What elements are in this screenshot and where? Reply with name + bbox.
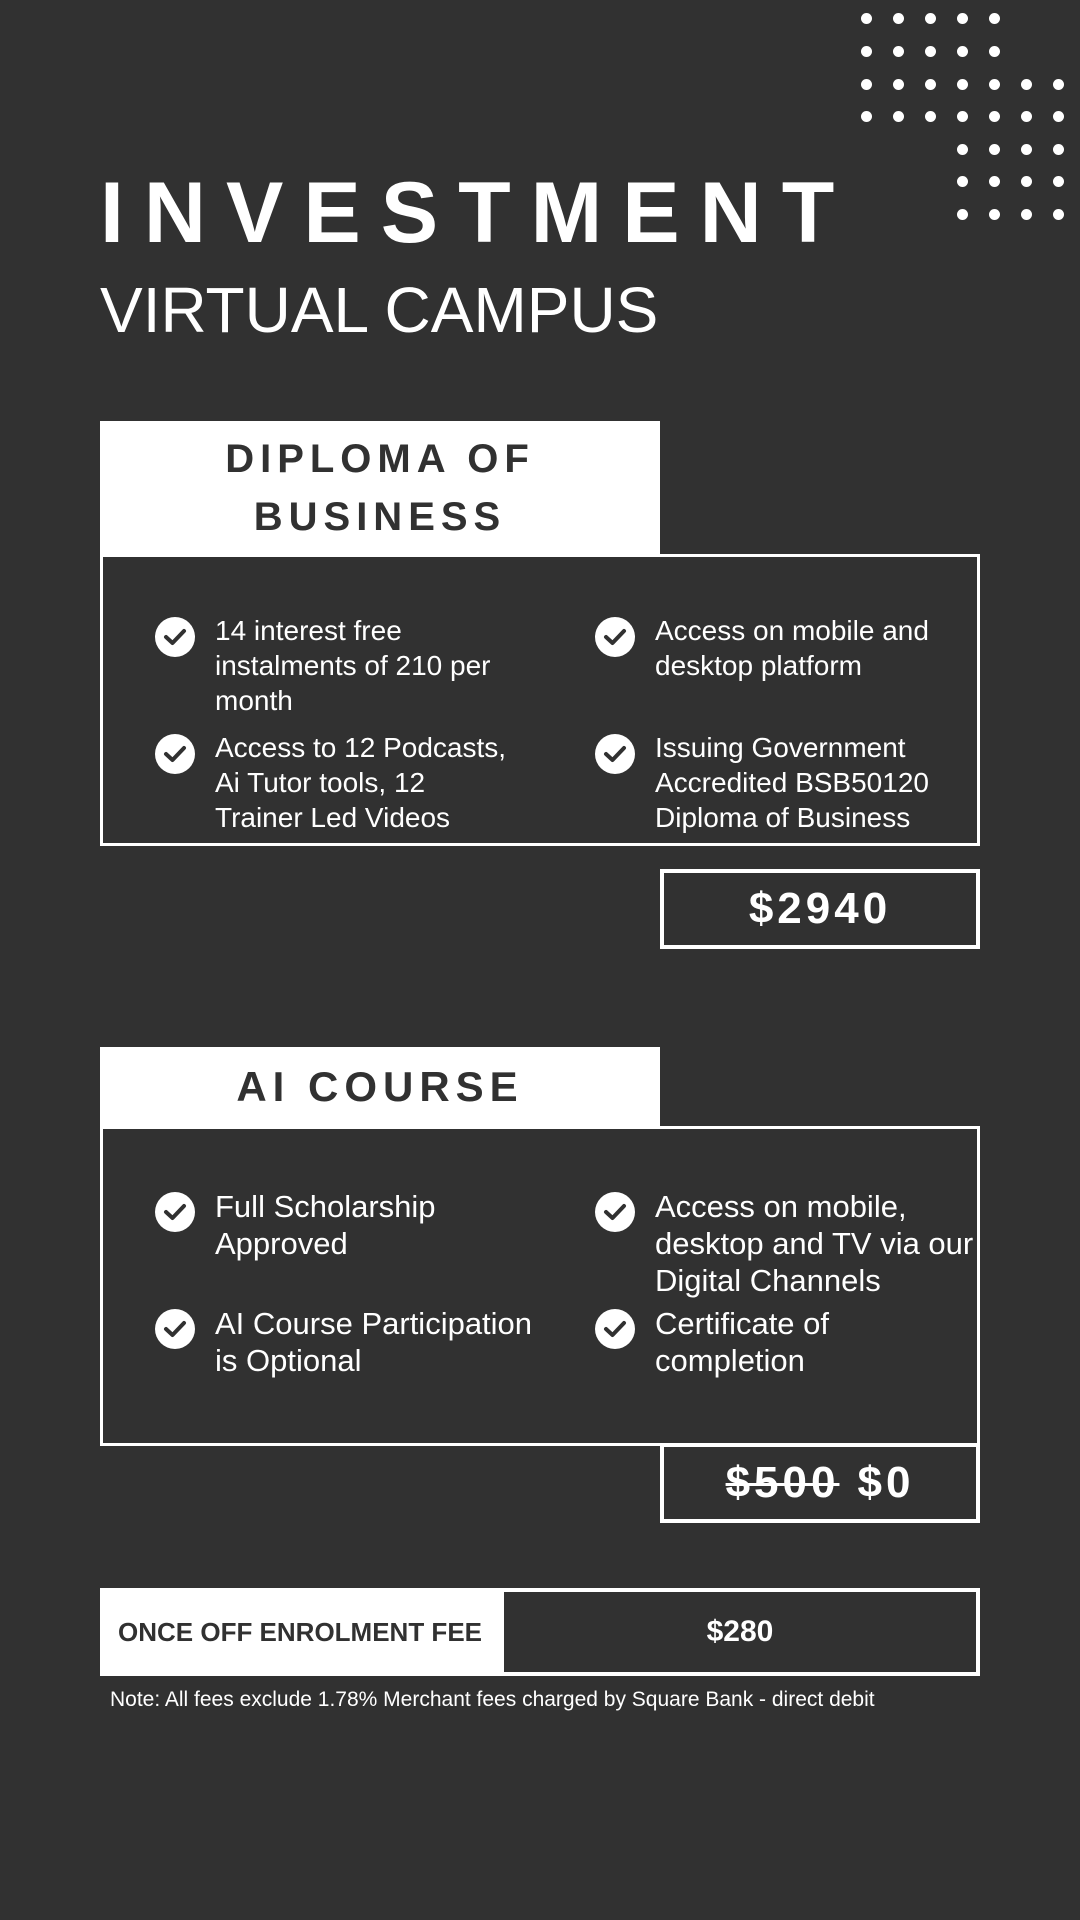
diploma-price: $2940 xyxy=(660,869,980,949)
ai-course-feature xyxy=(155,1305,555,1379)
decorative-dot xyxy=(957,13,968,24)
ai-course-features-box xyxy=(100,1126,980,1446)
ai-course-price xyxy=(660,1443,980,1523)
decorative-dot xyxy=(989,209,1000,220)
enrolment-fee-label: ONCE OFF ENROLMENT FEE xyxy=(100,1588,500,1676)
decorative-dot xyxy=(1053,144,1064,155)
ai-course-new-price: $0 xyxy=(857,1458,915,1507)
decorative-dot xyxy=(861,79,872,90)
check-circle-icon xyxy=(155,1309,195,1349)
check-circle-icon xyxy=(595,734,635,774)
decorative-dot xyxy=(1021,79,1032,90)
decorative-dot xyxy=(925,46,936,57)
decorative-dot xyxy=(861,13,872,24)
check-circle-icon xyxy=(595,1309,635,1349)
decorative-dot xyxy=(893,13,904,24)
ai-course-feature-text: Access on mobile, desktop and TV via our Digital Channels xyxy=(655,1189,974,1298)
diploma-feature xyxy=(155,613,515,718)
check-circle-icon xyxy=(155,617,195,657)
page-title: INVESTMENT xyxy=(100,165,855,261)
ai-course-feature xyxy=(595,1305,975,1379)
decorative-dot xyxy=(1021,144,1032,155)
ai-course-feature xyxy=(595,1188,975,1299)
decorative-dot xyxy=(893,46,904,57)
decorative-dot xyxy=(989,111,1000,122)
decorative-dot xyxy=(861,111,872,122)
decorative-dot xyxy=(957,79,968,90)
decorative-dot xyxy=(957,144,968,155)
ai-course-feature-text: Full Scholarship Approved xyxy=(215,1189,436,1261)
check-circle-icon xyxy=(155,1192,195,1232)
check-circle-icon xyxy=(595,617,635,657)
decorative-dot xyxy=(989,79,1000,90)
decorative-dot xyxy=(1021,111,1032,122)
diploma-feature-text: Access on mobile and desktop platform xyxy=(655,615,929,681)
decorative-dot xyxy=(957,176,968,187)
decorative-dot xyxy=(1021,209,1032,220)
decorative-dot xyxy=(957,46,968,57)
ai-course-feature xyxy=(155,1188,535,1262)
diploma-heading-text: DIPLOMA OF BUSINESS xyxy=(225,436,535,539)
enrolment-fee-value: $280 xyxy=(500,1588,980,1676)
diploma-feature-text: Access to 12 Podcasts, Ai Tutor tools, 12 Trainer Led Videos xyxy=(215,732,507,833)
ai-course-old-price: $500 xyxy=(725,1458,840,1507)
decorative-dot xyxy=(989,176,1000,187)
decorative-dot xyxy=(861,46,872,57)
diploma-feature-text: Issuing Government Accredited BSB50120 Diploma of Business xyxy=(655,732,929,833)
decorative-dot xyxy=(989,46,1000,57)
decorative-dot xyxy=(1053,111,1064,122)
decorative-dot xyxy=(957,111,968,122)
decorative-dot xyxy=(925,111,936,122)
diploma-heading xyxy=(100,421,660,554)
decorative-dot xyxy=(1053,209,1064,220)
decorative-dot xyxy=(957,209,968,220)
decorative-dot xyxy=(893,111,904,122)
ai-course-heading: AI COURSE xyxy=(100,1047,660,1126)
decorative-dot xyxy=(989,144,1000,155)
check-circle-icon xyxy=(595,1192,635,1232)
decorative-dot xyxy=(989,13,1000,24)
page-subtitle: VIRTUAL CAMPUS xyxy=(100,274,659,346)
diploma-feature xyxy=(155,730,535,835)
diploma-feature-text: 14 interest free instalments of 210 per month xyxy=(215,615,491,716)
diploma-feature xyxy=(595,730,975,835)
enrolment-fee-row xyxy=(100,1588,980,1676)
ai-course-feature-text: Certificate of completion xyxy=(655,1306,830,1378)
diploma-feature xyxy=(595,613,975,683)
ai-course-feature-text: AI Course Participation is Optional xyxy=(215,1306,533,1378)
decorative-dot xyxy=(1053,176,1064,187)
decorative-dot xyxy=(925,79,936,90)
fees-note: Note: All fees exclude 1.78% Merchant fees charged by Square Bank - direct debit xyxy=(110,1688,875,1711)
decorative-dot xyxy=(1021,176,1032,187)
diploma-features-box xyxy=(100,554,980,846)
decorative-dot xyxy=(1053,79,1064,90)
decorative-dot xyxy=(925,13,936,24)
decorative-dot xyxy=(893,79,904,90)
check-circle-icon xyxy=(155,734,195,774)
